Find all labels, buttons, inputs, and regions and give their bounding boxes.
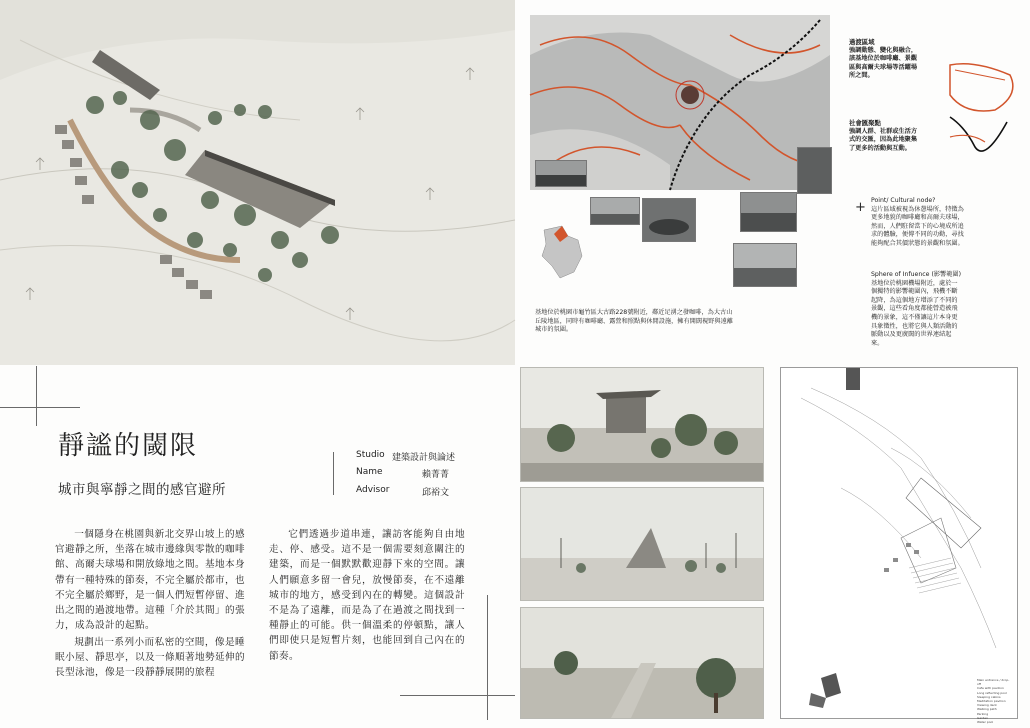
crosshair-horizontal: [0, 407, 80, 408]
note-social-title: 社會匯聚點: [849, 119, 881, 127]
render-perspective-2: [520, 487, 764, 601]
region-map: [538, 222, 586, 280]
note-sphere-title: Sphere of Infuence (影響範圍): [871, 271, 962, 278]
body-paragraph-3: 它們透過步道串連，讓訪客能夠自由地走、停、感受。這不是一個需要刻意關注的建築，而是一個默默歡迎靜下來的空間。讓人們願意多留一會兒，放慢節奏，在不遠離城市的地方，感受到內在的轉變。這個設計不是為了遠離，而是為了在過渡之間找到一種靜止的可能。供一個溫柔的停頓點，讓人們即使只是短暫片刻，也能回到自己內在的節奏。: [269, 529, 465, 662]
note-point-title: Point/ Cultural node?: [871, 197, 936, 204]
studio-value: 建築設計與論述: [392, 453, 456, 463]
note-social-text: 強調人群、社群或生活方式的交匯，因為此地聚集了更多的活動與互動。: [849, 127, 918, 152]
note-transition-title: 過渡區域: [849, 38, 875, 46]
crosshair-vertical: [36, 366, 37, 426]
body-paragraph-1: 一個隱身在桃園與新北交界山坡上的感官避靜之所，坐落在城市邊緣與零散的咖啡館、高爾夫球場和開放綠地之間。基地本身帶有一種特殊的節奏，不完全屬於都市，也不完全屬於鄉野，是一個人們短暫停留、進出之間的過渡地帶。這種「介於其間」的張力，成為設計的起點。: [55, 529, 245, 632]
note-point-text: 這片區域被視為休憩場所，特徵為更多地貌的咖啡廳和高爾夫球場，然而，人們駐留當下的心境成所追求的體驗，便傳不同的功勤，尋找能夠配合其價狀態的景觀和氛圍。: [871, 205, 964, 247]
note-transition: [849, 38, 919, 81]
note-transition-text: 強調動態、變化與融合，該基地位於咖啡廳、景觀區與高爾夫球場等活躍場所之間。: [849, 46, 918, 80]
plan-legend-item: Main entrance / drop-off: [977, 678, 1010, 687]
site-caption: 基地位於桃園市龜竹區大古路228號附近，鄰近足湧之發咖啡，為大古山丘陵地區，同時有咖啡廳、露營和照點與休閒設施，擁有開闊視野與遠離城市的氛圍。: [535, 309, 733, 334]
bottom-crosshair-horizontal: [400, 695, 515, 696]
render-perspective-1: [520, 367, 764, 482]
aerial-sketch: [0, 0, 515, 365]
site-photo-5: [797, 147, 832, 194]
site-plan-drawing: [781, 368, 1017, 718]
plan-legend-item: Long reflecting pool: [977, 690, 1007, 695]
plan-legend-item: Meditation pavilion: [977, 699, 1006, 704]
name-value: 賴菁菁: [422, 470, 450, 480]
meta-divider: [333, 452, 334, 495]
transition-diagram: [935, 55, 1025, 120]
page-title: 靜謐的閾限: [58, 431, 199, 461]
body-paragraph-2: 規劃出一系列小而私密的空間，像是睡眠小屋、靜思亭，以及一條順著地勢延伸的長型泳池，像是一段靜靜展開的旅程: [55, 637, 245, 679]
social-diagram: [945, 112, 1010, 162]
name-label: Name: [356, 467, 383, 477]
studio-label: Studio: [356, 450, 385, 460]
advisor-value: 邱裕文: [422, 488, 450, 498]
page-subtitle: 城市與寧靜之間的感官避所: [58, 482, 226, 498]
plan-legend-item: Garden: [977, 715, 988, 720]
site-photo-6: [733, 243, 797, 287]
plan-legend-item: Walking path: [977, 707, 997, 712]
plan-legend-item: Sleeping cabins: [977, 694, 1001, 699]
bottom-crosshair-vertical: [487, 595, 488, 720]
site-photo-2: [590, 197, 640, 225]
plan-legend-item: Cafe with pavilion: [977, 686, 1004, 691]
aerial-rendering: [0, 0, 515, 365]
plus-marker-icon: +: [855, 200, 866, 215]
note-social: [849, 119, 921, 153]
render-perspective-3: [520, 607, 764, 719]
note-sphere: [871, 271, 963, 348]
site-photo-4: [740, 192, 797, 232]
plan-legend: [977, 678, 1013, 724]
advisor-label: Advisor: [356, 485, 390, 495]
plan-legend-item: Water pool: [977, 720, 994, 725]
site-photo-3: [642, 198, 696, 242]
plan-legend-item: Viewing deck: [977, 703, 997, 708]
site-photo-1: [535, 160, 587, 187]
note-sphere-text: 基地位於桃園機場附近，處於一個獨特的影響範圍內，飛機不斷起降，為這個地方增添了不同的景觀，這些看角度都能營造被飛機的景象，這不僅讓這片本身更具象徵性，也將它與人類活動的脈動以及更廣闊的世界連結起來。: [871, 279, 958, 347]
note-point: [871, 197, 966, 249]
plan-legend-item: Parking: [977, 711, 989, 716]
site-plan: [780, 367, 1018, 725]
